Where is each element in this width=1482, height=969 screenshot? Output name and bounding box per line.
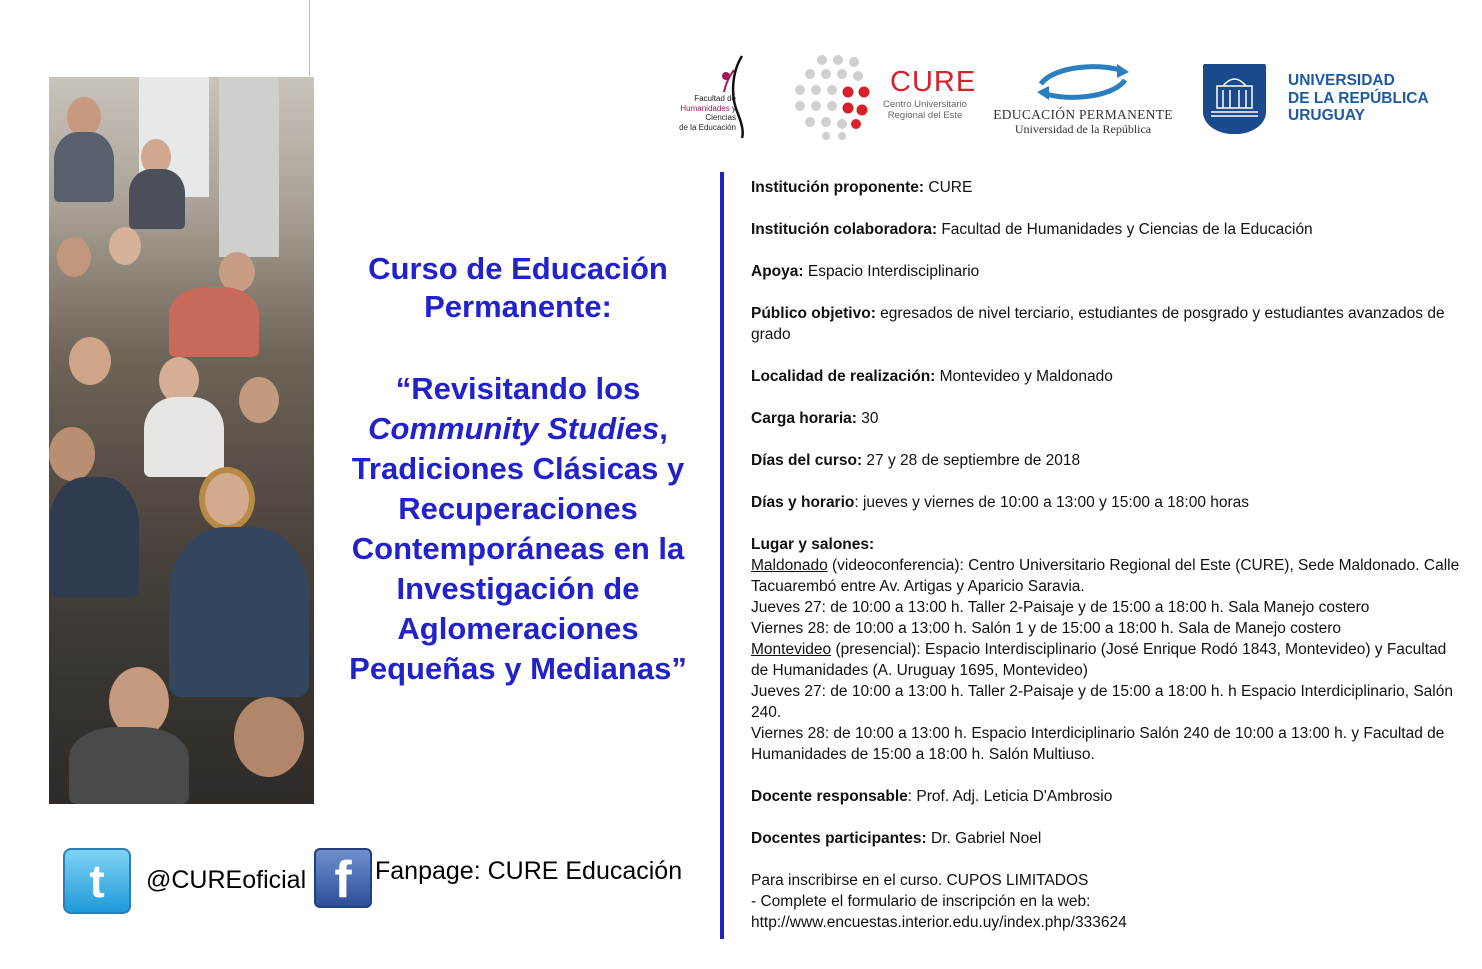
title-line-9: Aglomeraciones: [397, 611, 639, 646]
classroom-photo: [49, 77, 314, 804]
title-line-10: Pequeñas y Medianas”: [349, 651, 687, 686]
inscripcion-line-2: - Complete el formulario de inscripción en la web:: [751, 893, 1091, 910]
udelar-shield-icon: [1203, 64, 1266, 134]
docente-responsable-value: : Prof. Adj. Leticia D'Ambrosio: [907, 788, 1113, 805]
dias-curso: [751, 450, 1463, 471]
educacion-permanente-logo: [988, 60, 1178, 140]
title-line-7: Contemporáneas en la: [351, 531, 685, 566]
twitter-icon[interactable]: [63, 848, 131, 914]
maldonado-jueves: Jueves 27: de 10:00 a 13:00 h. Taller 2-Paisaje y de 15:00 a 18:00 h. Sala Manejo costero: [751, 599, 1370, 616]
fhce-line-2: [668, 104, 736, 114]
fhce-line-1: Facultad de: [694, 94, 736, 103]
title-line-2: Permanente:: [424, 289, 612, 324]
apoya-value: Espacio Interdisciplinario: [803, 263, 980, 280]
lugar-label: Lugar y salones:: [751, 536, 875, 553]
carga-horaria-label: Carga horaria:: [751, 410, 857, 427]
twitter-handle[interactable]: @CUREoficial: [146, 866, 307, 894]
cure-name: CURE: [890, 66, 977, 98]
publico-objetivo: [751, 303, 1463, 345]
docente-responsable-label: Docente responsable: [751, 788, 908, 805]
dias-horario: [751, 492, 1463, 513]
montevideo-info: [751, 639, 1463, 681]
montevideo-jueves: Jueves 27: de 10:00 a 13:00 h. Taller 2-Paisaje y de 15:00 a 18:00 h. h Espacio Interdiciplinario, Salón 240.: [751, 683, 1453, 721]
dias-horario-label: Días y horario: [751, 494, 855, 511]
maldonado-viernes: Viernes 28: de 10:00 a 13:00 h. Salón 1 y de 15:00 a 18:00 h. Sala de Manejo costero: [751, 620, 1342, 637]
publico-objetivo-value: egresados de nivel terciario, estudiantes de posgrado y estudiantes avanzados de grado: [751, 305, 1445, 343]
lugar-salones: [751, 534, 1463, 765]
title-line-4: [318, 409, 718, 449]
title-italic: Community Studies: [368, 411, 660, 446]
udelar-logo-text: [1288, 72, 1429, 125]
udelar-line-3: URUGUAY: [1288, 107, 1365, 124]
montevideo-text: (presencial): Espacio Interdisciplinario (José Enrique Rodó 1843, Montevideo) y Facultad de Humanidades (A. Uruguay 1695, Montevideo): [751, 641, 1447, 679]
docentes-participantes: [751, 828, 1463, 849]
institucion-proponente-value: CURE: [924, 179, 973, 196]
ep-line-2: Universidad de la República: [1014, 122, 1152, 136]
maldonado-link: Maldonado: [751, 557, 828, 574]
dias-horario-value: : jueves y viernes de 10:00 a 13:00 y 15:00 a 18:00 horas: [854, 494, 1250, 511]
cure-sub-1: Centro Universitario: [883, 99, 967, 110]
apoya: [751, 261, 1463, 282]
cure-sub-2: Regional del Este: [887, 110, 963, 121]
fhce-line-2a: Humanidades: [680, 103, 730, 113]
maldonado-info: [751, 555, 1463, 597]
docentes-participantes-label: Docentes participantes:: [751, 830, 927, 847]
institucion-proponente-label: Institución proponente:: [751, 179, 925, 196]
fhce-line-3: Ciencias: [705, 113, 736, 122]
fhce-line-4: de la Educación: [679, 122, 736, 132]
localidad-label: Localidad de realización:: [751, 368, 936, 385]
localidad-value: Montevideo y Maldonado: [935, 368, 1113, 385]
institucion-colaboradora-value: Facultad de Humanidades y Ciencias de la Educación: [937, 221, 1313, 238]
course-title: [318, 250, 718, 689]
inscripcion-url-link[interactable]: http://www.encuestas.interior.edu.uy/index.php/333624: [751, 914, 1127, 931]
facebook-glyph: f: [334, 851, 352, 909]
publico-objetivo-label: Público objetivo:: [751, 305, 876, 322]
top-divider-line: [309, 0, 310, 76]
course-details: [751, 177, 1463, 933]
carga-horaria-value: 30: [856, 410, 879, 427]
cure-logo: [790, 52, 977, 140]
institucion-colaboradora-label: Institución colaboradora:: [751, 221, 938, 238]
fhce-line-2b: y: [732, 103, 736, 113]
facebook-fanpage-label[interactable]: Fanpage: CURE Educación: [375, 857, 683, 885]
institucion-colaboradora: [751, 219, 1463, 240]
ep-line-1: EDUCACIÓN PERMANENTE: [993, 107, 1173, 122]
montevideo-link: Montevideo: [751, 641, 832, 658]
udelar-line-2: DE LA REPÚBLICA: [1288, 89, 1429, 107]
title-line-6: Recuperaciones: [398, 491, 638, 526]
dias-curso-label: Días del curso:: [751, 452, 863, 469]
facebook-icon[interactable]: [314, 848, 372, 908]
title-line-1: Curso de Educación: [368, 251, 668, 286]
title-comma: ,: [659, 411, 668, 446]
udelar-line-1: UNIVERSIDAD: [1288, 72, 1395, 89]
title-line-5: Tradiciones Clásicas y: [351, 451, 685, 486]
docentes-participantes-value: Dr. Gabriel Noel: [926, 830, 1042, 847]
title-line-3: “Revisitando los: [395, 371, 641, 406]
apoya-label: Apoya:: [751, 263, 804, 280]
carga-horaria: [751, 408, 1463, 429]
maldonado-text: (videoconferencia): Centro Universitario Regional del Este (CURE), Sede Maldonado. Calle Tacuarembó entre Av. Artigas y Aparicio Saravia.: [751, 557, 1460, 595]
inscripcion: [751, 870, 1463, 933]
vertical-divider: [720, 172, 724, 939]
fhce-logo: [664, 52, 754, 140]
institucion-proponente: [751, 177, 1463, 198]
twitter-glyph: t: [89, 855, 105, 907]
dias-curso-value: 27 y 28 de septiembre de 2018: [862, 452, 1081, 469]
title-line-8: Investigación de: [396, 571, 640, 606]
inscripcion-line-1: Para inscribirse en el curso. CUPOS LIMITADOS: [751, 872, 1089, 889]
localidad: [751, 366, 1463, 387]
montevideo-viernes: Viernes 28: de 10:00 a 13:00 h. Espacio Interdiciplinario Salón 240 de 10:00 a 13:00 h. y Facultad de Humanidades de 15:00 a 18:00 h. Salón Multiuso.: [751, 725, 1445, 763]
docente-responsable: [751, 786, 1463, 807]
